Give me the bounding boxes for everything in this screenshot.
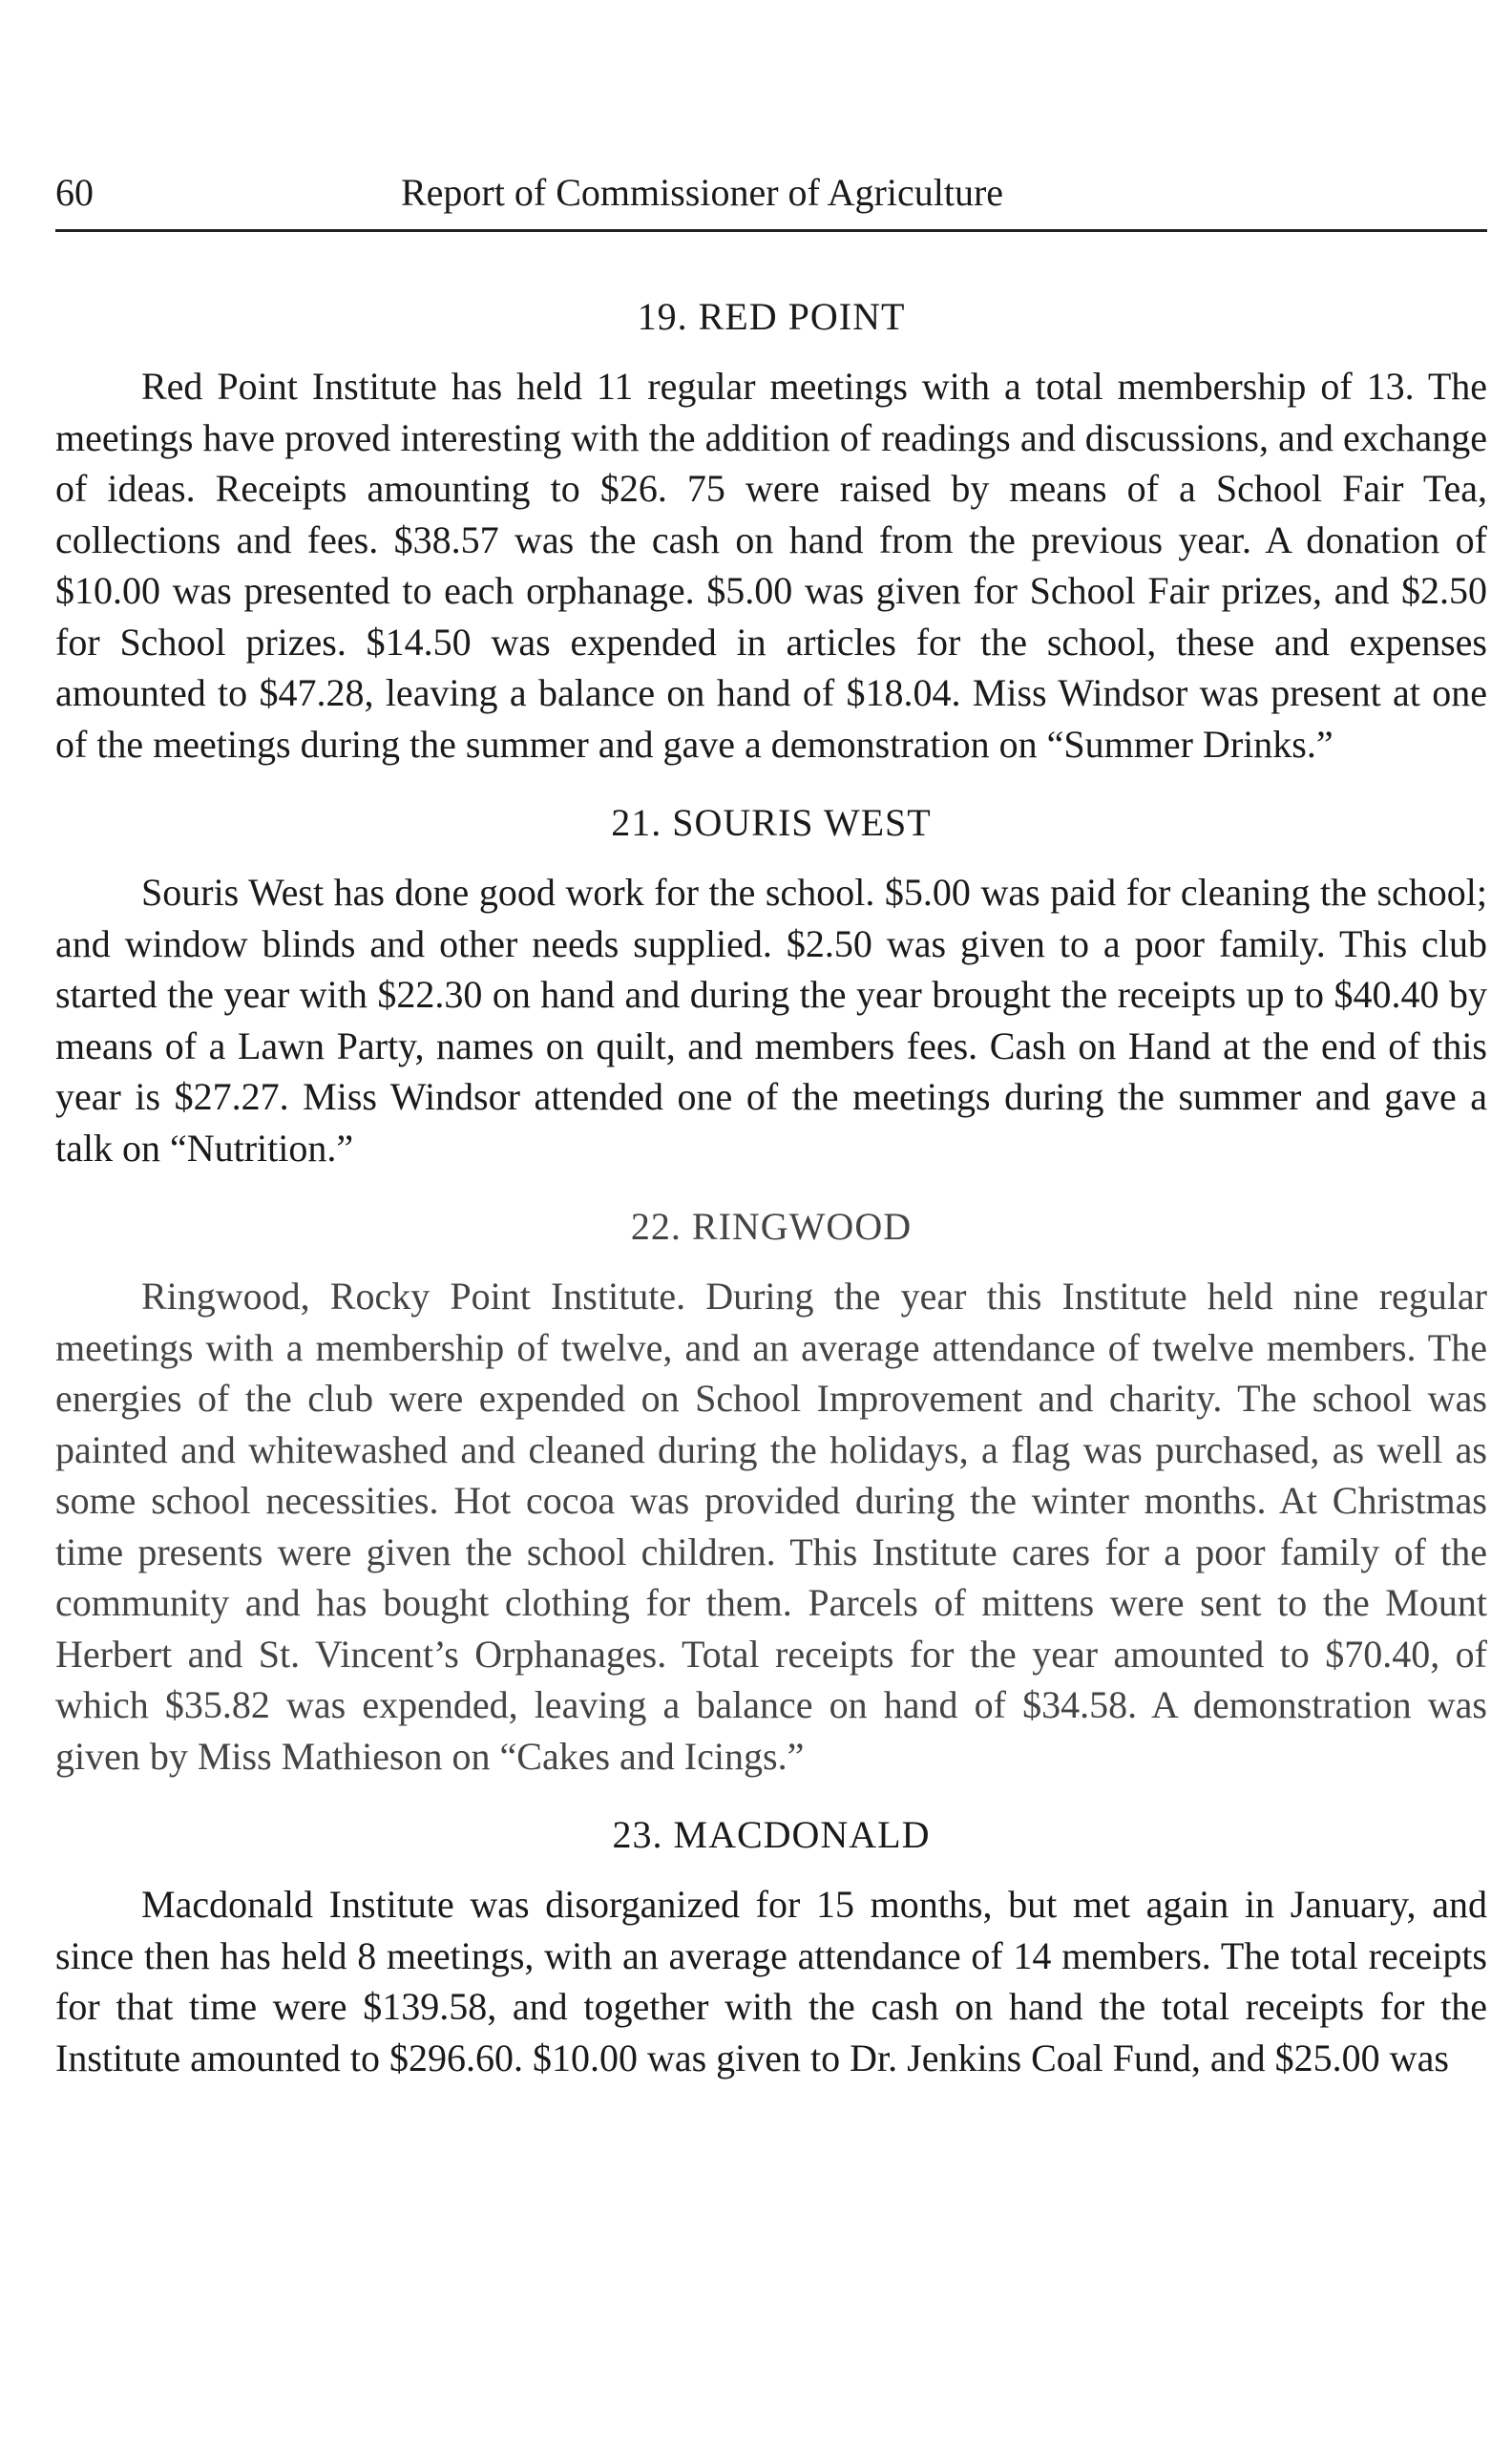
running-header <box>55 164 1487 222</box>
section-red-point <box>55 290 1487 770</box>
section-ringwood <box>55 1200 1487 1782</box>
section-paragraph: Macdonald Institute was disorganized for 15 months, but met again in January, and since then has held 8 meetings, with an average attendance of 14 members. The total receipts for that time were $139.58, and together with the cash on hand the total receipts for the Institute amounted to $296.60. $10.00 was given to Dr. Jenkins Coal Fund, and $25.00 was <box>55 1883 1487 2079</box>
page-number: 60 <box>55 171 94 214</box>
page-body <box>55 290 1487 2110</box>
section-heading: 23. MACDONALD <box>612 1813 931 1856</box>
section-macdonald <box>55 1808 1487 2083</box>
section-paragraph: Ringwood, Rocky Point Institute. During the year this Institute held nine regular meetings with a membership of twelve, and an average attendance of twelve members. The energies of the club were expended on School Improvement and charity. The school was painted and whitewashed and cleaned during the holidays, a flag was purchased, as well as some school necessities. Hot cocoa was provided during the winter months. At Christmas time presents were given the school children. This Institute cares for a poor family of the community and has bought clothing for them. Parcels of mittens were sent to the Mount Herbert and St. Vincent’s Orphanages. Total receipts for the year amounted to $70.40, of which $35.82 was expended, leaving a balance on hand of $34.58. A demonstration was given by Miss Mathieson on “Cakes and Icings.” <box>55 1275 1487 1778</box>
section-paragraph: Souris West has done good work for the school. $5.00 was paid for cleaning the school; and window blinds and other needs supplied. $2.50 was given to a poor family. This club started the year with $22.30 on hand and during the year brought the receipts up to $40.40 by means of a Lawn Party, names on quilt, and members fees. Cash on Hand at the end of this year is $27.27. Miss Windsor attended one of the meetings during the summer and gave a talk on “Nutrition.” <box>55 871 1487 1170</box>
section-heading: 21. SOURIS WEST <box>611 801 932 844</box>
section-heading: 19. RED POINT <box>637 295 906 338</box>
running-title: Report of Commissioner of Agriculture <box>401 171 1004 214</box>
header-rule <box>55 229 1487 232</box>
section-paragraph: Red Point Institute has held 11 regular meetings with a total membership of 13. The meetings have proved interesting with the addition of readings and discussions, and exchange of ideas. Receipts amounting to $26. 75 were raised by means of a School Fair Tea, collections and fees. $38.57 was the cash on hand from the previous year. A donation of $10.00 was presented to each orphanage. $5.00 was given for School Fair prizes, and $2.50 for School prizes. $14.50 was expended in articles for the school, these and expenses amounted to $47.28, leaving a balance on hand of $18.04. Miss Windsor was present at one of the meetings during the summer and gave a demonstration on “Summer Drinks.” <box>55 365 1487 766</box>
section-heading: 22. RINGWOOD <box>630 1205 913 1248</box>
section-souris-west <box>55 796 1487 1173</box>
